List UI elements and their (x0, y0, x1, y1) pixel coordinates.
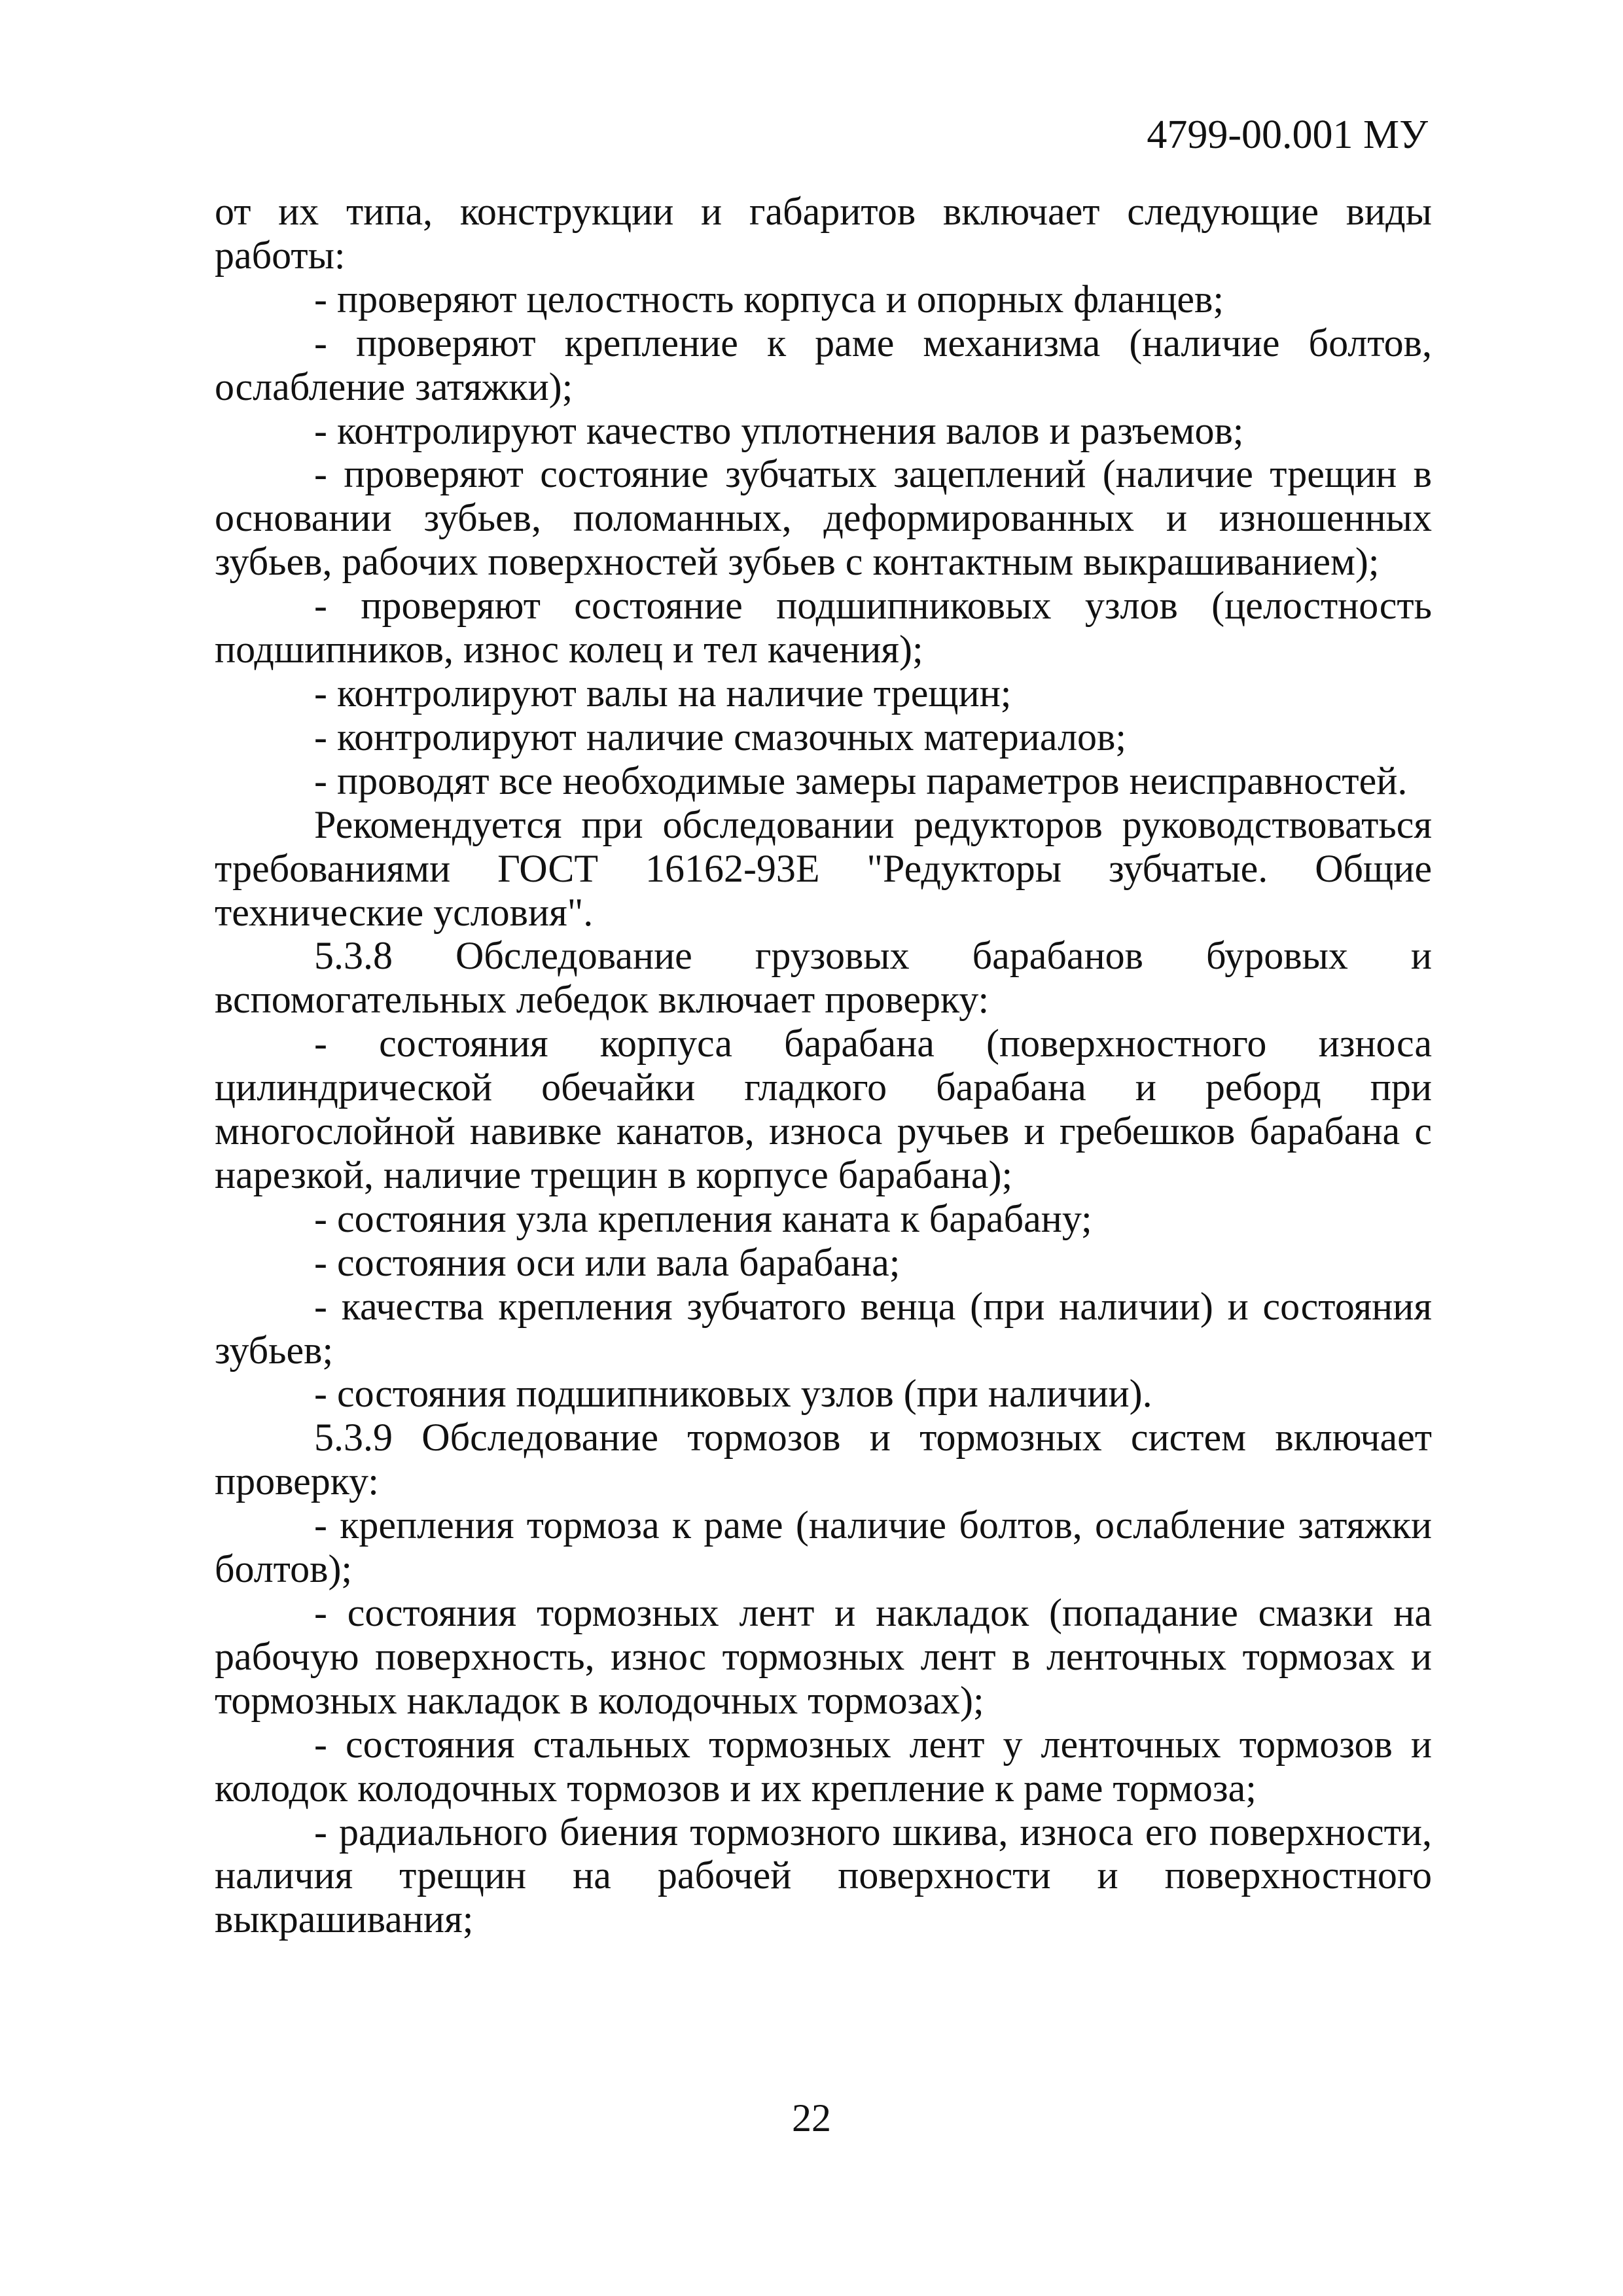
paragraph: от их типа, конструкции и габаритов включает следующие виды работы: (215, 190, 1432, 277)
list-item: - контролируют качество уплотнения валов и разъемов; (314, 408, 1244, 452)
list-item: - состояния подшипниковых узлов (при наличии). (314, 1372, 1152, 1416)
list-item: - состояния узла крепления каната к барабану; (314, 1196, 1092, 1240)
list-item: - состояния тормозных лент и накладок (попадание смазки на рабочую поверхность, износ тормозных лент в ленточных тормозах и тормозных накладок в колодочных тормозах); (215, 1591, 1432, 1722)
body-text (215, 190, 1432, 1941)
section-paragraph-5-3-8: 5.3.8 Обследование грузовых барабанов буровых и вспомогательных лебедок включает проверку: (215, 934, 1432, 1022)
list-item: - проверяют целостность корпуса и опорных фланцев; (314, 277, 1224, 321)
list-item: - состояния корпуса барабана (поверхностного износа цилиндрической обечайки гладкого барабана и реборд при многослойной навивке канатов, износа ручьев и гребешков барабана с нарезкой, наличие трещин в корпусе барабана); (215, 1022, 1432, 1196)
list-item: - проверяют состояние подшипниковых узлов (целостность подшипников, износ колец и тел качения); (215, 584, 1432, 672)
document-code: 4799-00.001 МУ (1147, 113, 1428, 157)
list-item: - контролируют валы на наличие трещин; (314, 671, 1012, 715)
paragraph: Рекомендуется при обследовании редукторов руководствоваться требованиями ГОСТ 16162-93Е "Редукторы зубчатые. Общие технические условия". (215, 802, 1432, 934)
list-item: - контролируют наличие смазочных материалов; (314, 715, 1127, 759)
section-paragraph-5-3-9: 5.3.9 Обследование тормозов и тормозных систем включает проверку: (215, 1416, 1432, 1503)
list-item: - состояния стальных тормозных лент у ленточных тормозов и колодок колодочных тормозов и их крепление к раме тормоза; (215, 1722, 1432, 1810)
list-item: - проверяют крепление к раме механизма (наличие болтов, ослабление затяжки); (215, 321, 1432, 408)
list-item: - крепления тормоза к раме (наличие болтов, ослабление затяжки болтов); (215, 1503, 1432, 1591)
page-number: 22 (792, 2096, 831, 2140)
list-item: - состояния оси или вала барабана; (314, 1240, 901, 1284)
list-item: - проводят все необходимые замеры параметров неисправностей. (314, 759, 1408, 802)
list-item: - проверяют состояние зубчатых зацеплений (наличие трещин в основании зубьев, поломанных, деформированных и изношенных зубьев, рабочих поверхностей зубьев с контактным выкрашиванием); (215, 452, 1432, 584)
list-item: - качества крепления зубчатого венца (при наличии) и состояния зубьев; (215, 1284, 1432, 1372)
list-item: - радиального биения тормозного шкива, износа его поверхности, наличия трещин на рабочей поверхности и поверхностного выкрашивания; (215, 1810, 1432, 1941)
